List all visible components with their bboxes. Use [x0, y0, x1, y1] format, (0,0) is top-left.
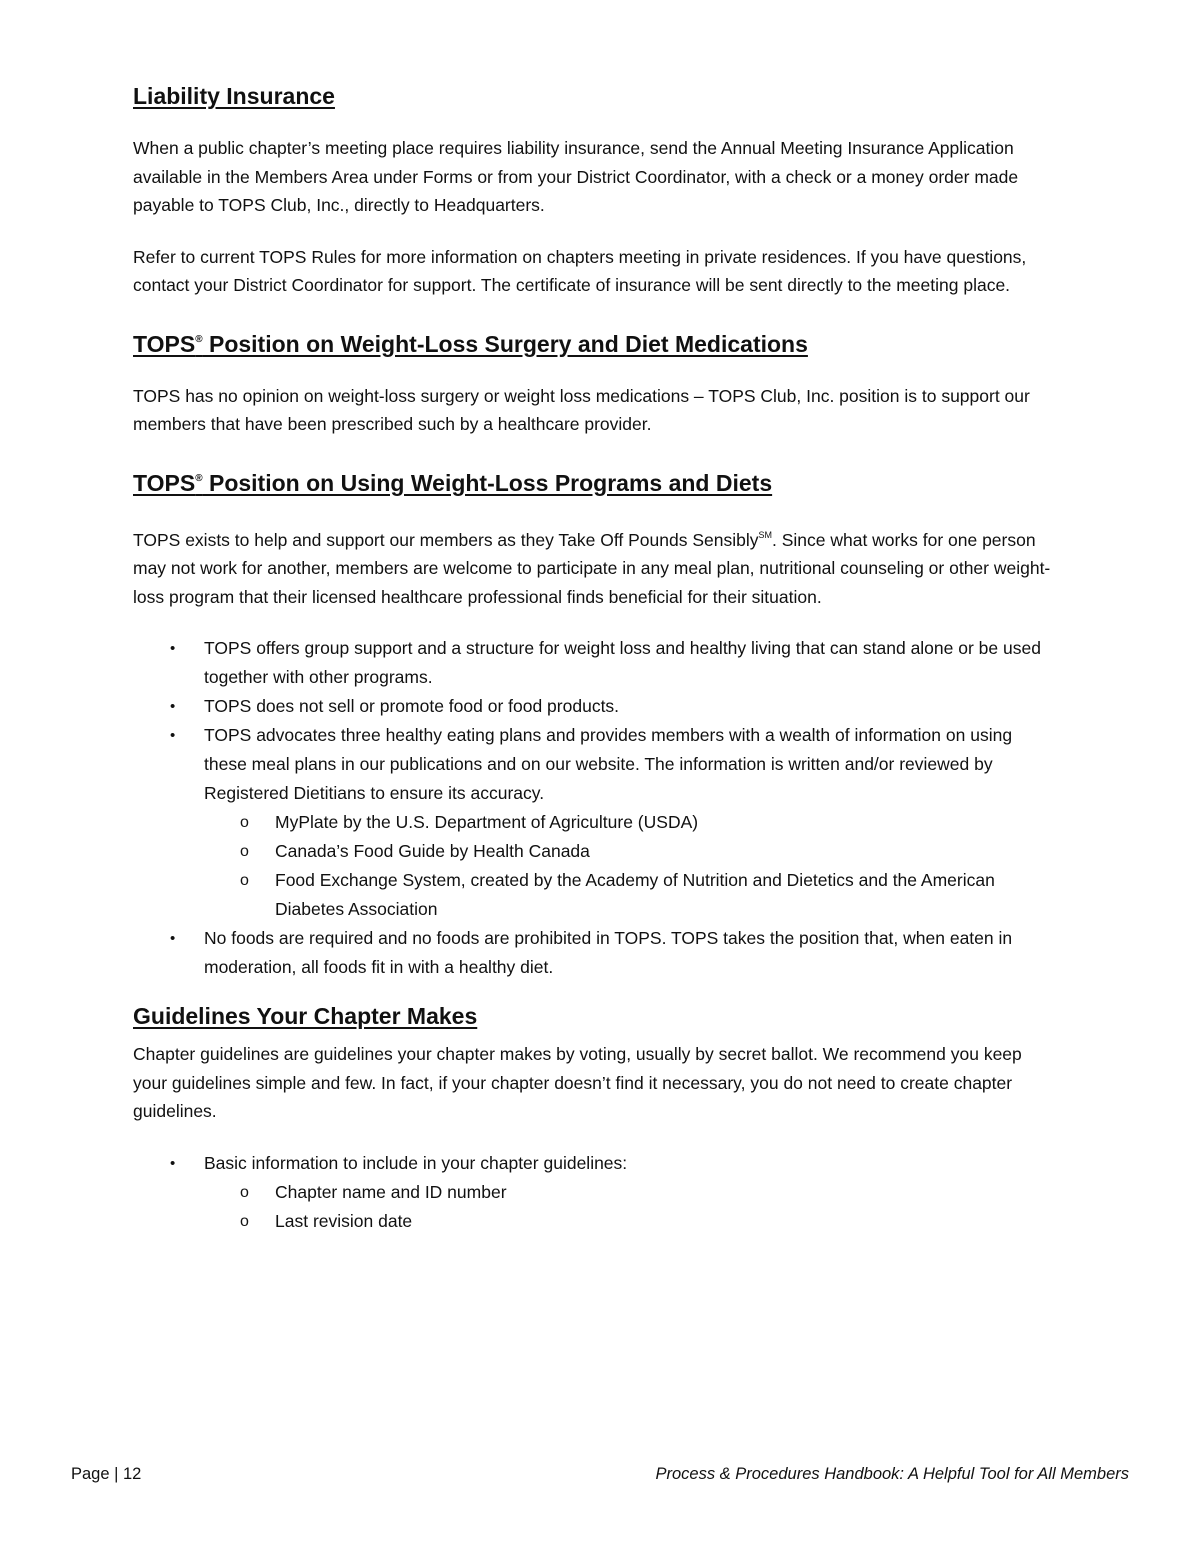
paragraph: TOPS has no opinion on weight-loss surgery or weight loss medications – TOPS Club, Inc. position is to support our members that have been prescribed such by a healthcare provider. — [133, 385, 1030, 434]
page-number: Page | 12 — [71, 1465, 142, 1483]
sub-list-item — [204, 1178, 1053, 1207]
section-heading-surgery-medications — [133, 324, 1053, 360]
section-heading-chapter-guidelines: Guidelines Your Chapter Makes — [133, 1003, 478, 1029]
handbook-title: Process & Procedures Handbook: A Helpful Tool for All Members — [655, 1465, 1129, 1483]
bullet-icon: • — [170, 698, 176, 715]
bullet-list — [133, 1149, 1053, 1236]
registered-mark: ® — [195, 472, 203, 484]
list-item-text: TOPS offers group support and a structure for weight loss and healthy living that can stand alone or be used together with other programs. — [204, 638, 1041, 687]
paragraph: Chapter guidelines are guidelines your chapter makes by voting, usually by secret ballot. We recommend you keep your guidelines simple and few. In fact, if your chapter doesn’t find it necessary, you do not need to create chapter guidelines. — [133, 1044, 1022, 1121]
circle-bullet-icon: o — [240, 1183, 249, 1201]
sub-list-item-text: MyPlate by the U.S. Department of Agriculture (USDA) — [275, 812, 699, 832]
sub-list-item-text: Canada’s Food Guide by Health Canada — [275, 841, 590, 861]
sub-bullet-list — [204, 1178, 1053, 1236]
paragraph: Refer to current TOPS Rules for more information on chapters meeting in private residences. If you have questions, contact your District Coordinator for support. The certificate of insurance will be sent directly to the meeting place. — [133, 246, 1027, 295]
heading-rest: Position on Using Weight-Loss Programs and Diets — [202, 469, 773, 496]
circle-bullet-icon: o — [240, 814, 249, 831]
section-heading-liability-insurance: Liability Insurance — [133, 83, 335, 109]
heading-prefix: TOPS — [133, 330, 196, 357]
list-item-text: TOPS advocates three healthy eating plans and provides members with a wealth of information on using these meal plans in our publications and on our website. The information is written and/or reviewed by Registered Dietitians to ensure its accuracy. — [204, 725, 1013, 803]
section-heading-programs-diets — [133, 463, 1053, 499]
bullet-icon: • — [170, 930, 176, 947]
heading-prefix: TOPS — [133, 469, 196, 496]
heading-rest: Position on Weight-Loss Surgery and Diet Medications — [202, 330, 808, 357]
list-item — [133, 634, 1053, 692]
document-body — [133, 80, 1053, 1236]
service-mark: SM — [758, 529, 772, 540]
sub-list-item-text: Food Exchange System, created by the Academy of Nutrition and Dietetics and the American Diabetes Association — [275, 870, 995, 919]
list-item — [133, 924, 1053, 982]
intro-text: TOPS exists to help and support our members as they Take Off Pounds Sensibly — [133, 529, 759, 550]
sub-bullet-list — [204, 808, 1053, 924]
bullet-icon: • — [170, 1154, 176, 1172]
bullet-icon: • — [170, 727, 176, 744]
sub-list-item — [204, 1207, 1053, 1236]
list-item-text: No foods are required and no foods are prohibited in TOPS. TOPS takes the position that, when eaten in moderation, all foods fit in with a healthy diet. — [204, 928, 1013, 977]
sub-list-item-text: Chapter name and ID number — [275, 1181, 507, 1202]
bullet-list — [133, 634, 1053, 982]
sub-list-item — [204, 866, 1053, 924]
list-item — [133, 1149, 1053, 1236]
list-item — [133, 692, 1053, 721]
sub-list-item — [204, 837, 1053, 866]
list-item-text: TOPS does not sell or promote food or food products. — [204, 696, 620, 716]
circle-bullet-icon: o — [240, 872, 249, 889]
paragraph — [133, 521, 1053, 612]
paragraph: When a public chapter’s meeting place requires liability insurance, send the Annual Meeting Insurance Application available in the Members Area under Forms or from your District Coordinator, with a check or a money order made payable to TOPS Club, Inc., directly to Headquarters. — [133, 138, 1019, 215]
sub-list-item — [204, 808, 1053, 837]
list-item — [133, 721, 1053, 924]
registered-mark: ® — [195, 333, 203, 345]
circle-bullet-icon: o — [240, 843, 249, 860]
sub-list-item-text: Last revision date — [275, 1210, 413, 1231]
circle-bullet-icon: o — [240, 1212, 249, 1230]
intro-text: . Since what works for one person may not work for another, members are welcome to participate in any meal plan, nutritional counseling or other weight-loss program that their licensed healthcare professional finds beneficial for their situation. — [133, 529, 1051, 607]
bullet-icon: • — [170, 640, 176, 657]
list-item-text: Basic information to include in your chapter guidelines: — [204, 1152, 628, 1173]
